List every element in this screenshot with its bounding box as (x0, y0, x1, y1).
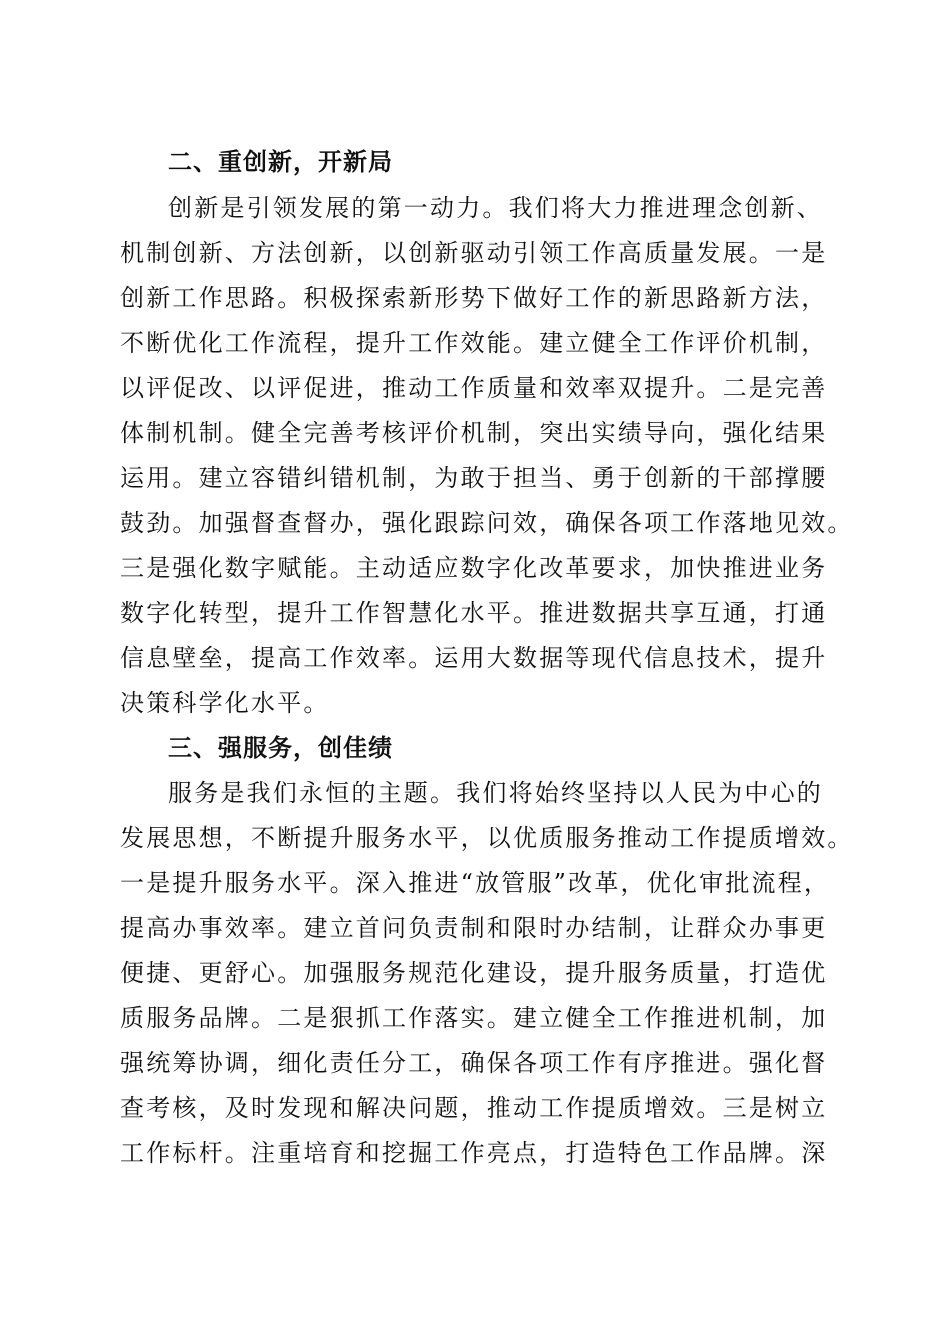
paragraph-line: 以评促改、以评促进，推动工作质量和效率双提升。二是完善 (120, 374, 828, 402)
paragraph-line: 工作标杆。注重培育和挖掘工作亮点，打造特色工作品牌。深 (120, 1139, 828, 1167)
paragraph-line: 创新是引领发展的第一动力。我们将大力推进理念创新、 (168, 194, 823, 222)
section-3-heading: 三、强服务，创佳绩 (168, 734, 393, 762)
paragraph-line: 体制机制。健全完善考核评价机制，突出实绩导向，强化结果 (120, 419, 828, 447)
paragraph-line: 信息壁垒，提高工作效率。运用大数据等现代信息技术，提升 (120, 644, 828, 672)
paragraph-line: 质服务品牌。二是狠抓工作落实。建立健全工作推进机制，加 (120, 1004, 828, 1032)
paragraph-line: 不断优化工作流程，提升工作效能。建立健全工作评价机制， (120, 329, 828, 357)
paragraph-line: 强统筹协调，细化责任分工，确保各项工作有序推进。强化督 (120, 1049, 828, 1077)
paragraph-line: 创新工作思路。积极探索新形势下做好工作的新思路新方法， (120, 284, 828, 312)
paragraph-line: 发展思想，不断提升服务水平，以优质服务推动工作提质增效。 (120, 824, 854, 852)
paragraph-line: 决策科学化水平。 (120, 689, 330, 717)
paragraph-line: 鼓劲。加强督查督办，强化跟踪问效，确保各项工作落地见效。 (120, 509, 854, 537)
section-2-heading: 二、重创新，开新局 (168, 148, 393, 176)
paragraph-line: 便捷、更舒心。加强服务规范化建设，提升服务质量，打造优 (120, 959, 828, 987)
paragraph-line: 运用。建立容错纠错机制，为敢于担当、勇于创新的干部撑腰 (120, 464, 828, 492)
paragraph-line: 一是提升服务水平。深入推进“放管服”改革，优化审批流程， (120, 869, 831, 897)
paragraph-line: 数字化转型，提升工作智慧化水平。推进数据共享互通，打通 (120, 599, 828, 627)
paragraph-line: 查考核，及时发现和解决问题，推动工作提质增效。三是树立 (120, 1094, 828, 1122)
paragraph-line: 三是强化数字赋能。主动适应数字化改革要求，加快推进业务 (120, 554, 828, 582)
paragraph-line: 服务是我们永恒的主题。我们将始终坚持以人民为中心的 (168, 779, 823, 807)
paragraph-line: 提高办事效率。建立首问负责制和限时办结制，让群众办事更 (120, 914, 828, 942)
paragraph-line: 机制创新、方法创新，以创新驱动引领工作高质量发展。一是 (120, 239, 828, 267)
